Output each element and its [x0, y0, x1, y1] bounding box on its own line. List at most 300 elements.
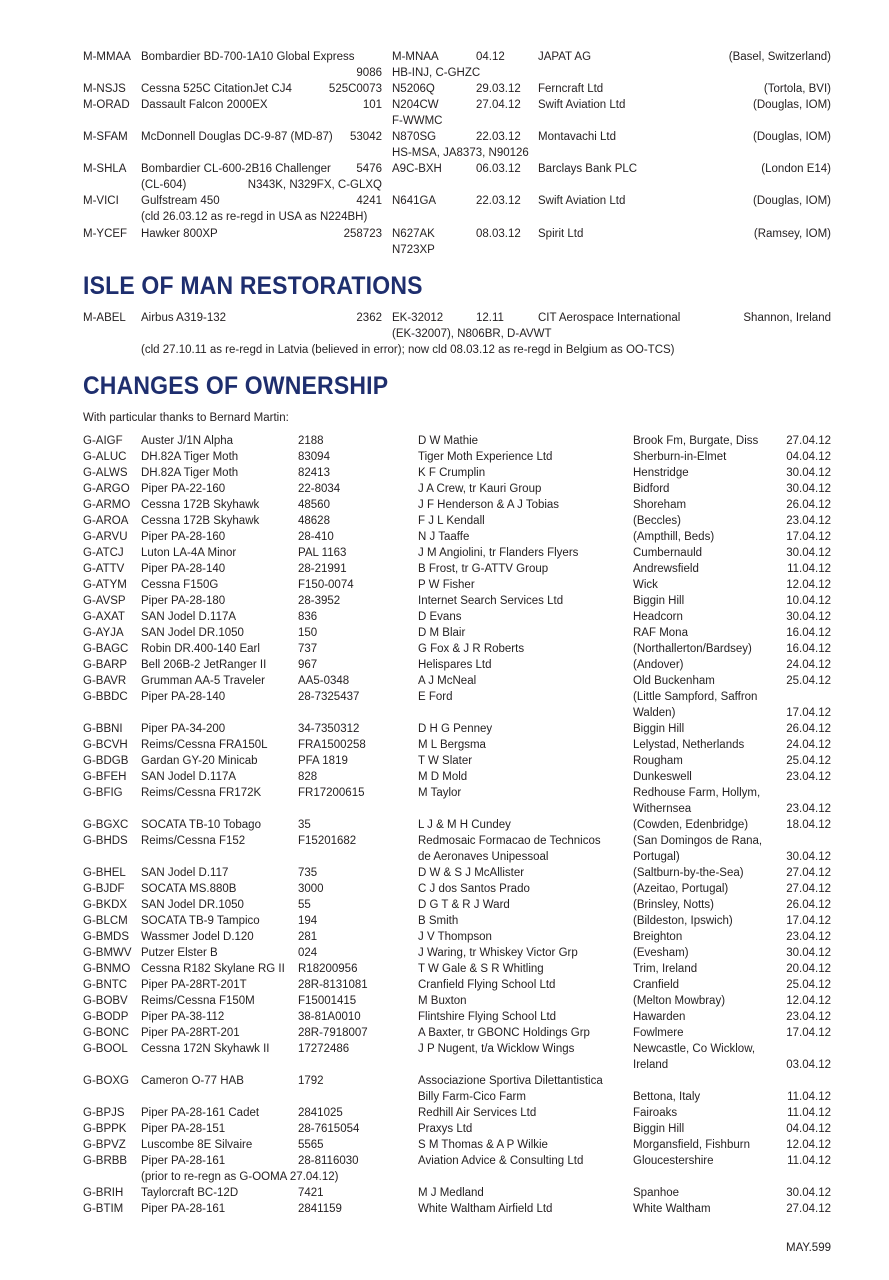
reg-mark: G-BNMO	[83, 963, 131, 975]
previous-reg: N5206Q	[392, 83, 435, 95]
reg-mark: G-BMWV	[83, 947, 132, 959]
aircraft-type: Hawker 800XP	[141, 228, 218, 240]
msn: 28-3952	[298, 595, 341, 607]
msn: 828	[298, 771, 318, 783]
owner: D W & S J McAllister	[418, 867, 525, 879]
aircraft-type: Dassault Falcon 2000EX	[141, 99, 268, 111]
change-date: 30.04.12	[786, 1187, 831, 1199]
owner: M Taylor	[418, 787, 462, 799]
reg-mark: M-SHLA	[83, 163, 127, 175]
owner: Redhill Air Services Ltd	[418, 1107, 537, 1119]
restorations-heading: ISLE OF MAN RESTORATIONS	[83, 272, 423, 300]
reg-mark: G-BRIH	[83, 1187, 124, 1199]
reg-date: 12.11	[476, 312, 504, 324]
aircraft-type: Piper PA-22-160	[141, 483, 226, 495]
msn: 28R-7918007	[298, 1027, 368, 1039]
reg-mark: G-BHDS	[83, 835, 128, 847]
previous-reg-extra: N343K, N329FX, C-GLXQ	[247, 179, 382, 191]
reg-mark: M-SFAM	[83, 131, 128, 143]
msn: 525C0073	[328, 83, 382, 95]
change-date: 26.04.12	[786, 899, 831, 911]
location: Spanhoe	[633, 1187, 680, 1199]
owner: D H G Penney	[418, 723, 493, 735]
reg-mark: G-BGXC	[83, 819, 129, 831]
aircraft-type: DH.82A Tiger Moth	[141, 467, 239, 479]
previous-reg-extra: HS-MSA, JA8373, N90126	[392, 147, 529, 159]
location: Dunkeswell	[633, 771, 692, 783]
aircraft-type: Piper PA-28RT-201T	[141, 979, 247, 991]
msn: 737	[298, 643, 318, 655]
reg-mark: G-BOOL	[83, 1043, 128, 1055]
owner: P W Fisher	[418, 579, 475, 591]
reg-mark: G-BMDS	[83, 931, 129, 943]
change-date: 20.04.12	[786, 963, 831, 975]
reg-mark: G-ALUC	[83, 451, 127, 463]
location: Rougham	[633, 755, 683, 767]
location: (London E14)	[761, 163, 831, 175]
change-date: 12.04.12	[786, 995, 831, 1007]
aircraft-type: Piper PA-34-200	[141, 723, 226, 735]
location: Bidford	[633, 483, 670, 495]
aircraft-type: Gulfstream 450	[141, 195, 220, 207]
aircraft-type: Taylorcraft BC-12D	[141, 1187, 239, 1199]
msn: 281	[298, 931, 318, 943]
owner: T W Gale & S R Whitling	[418, 963, 544, 975]
aircraft-type: Putzer Elster B	[141, 947, 218, 959]
change-date: 23.04.12	[786, 515, 831, 527]
aircraft-type: SAN Jodel D.117A	[141, 771, 237, 783]
msn: 5476	[356, 163, 382, 175]
reg-mark: M-ORAD	[83, 99, 130, 111]
msn: FRA1500258	[298, 739, 366, 751]
reg-mark: G-BPJS	[83, 1107, 125, 1119]
change-date: 27.04.12	[786, 867, 831, 879]
msn: 4241	[356, 195, 382, 207]
msn: 2188	[298, 435, 324, 447]
aircraft-type: Piper PA-28-151	[141, 1123, 226, 1135]
location: Newcastle, Co Wicklow,	[633, 1043, 756, 1055]
reg-mark: G-BCVH	[83, 739, 128, 751]
reg-mark: G-BTIM	[83, 1203, 124, 1215]
msn: 53042	[350, 131, 382, 143]
aircraft-type: Luscombe 8E Silvaire	[141, 1139, 253, 1151]
aircraft-type: Piper PA-28-161 Cadet	[141, 1107, 260, 1119]
msn: 55	[298, 899, 311, 911]
aircraft-type: Airbus A319-132	[141, 312, 227, 324]
msn: 38-81A0010	[298, 1011, 361, 1023]
aircraft-type: Reims/Cessna FR172K	[141, 787, 262, 799]
aircraft-type: Cessna F150G	[141, 579, 219, 591]
owner: J V Thompson	[418, 931, 492, 943]
aircraft-type: Reims/Cessna FRA150L	[141, 739, 268, 751]
location: Redhouse Farm, Hollym,	[633, 787, 761, 799]
change-date: 25.04.12	[786, 979, 831, 991]
change-date: 17.04.12	[786, 531, 831, 543]
change-date: 11.04.12	[787, 1107, 831, 1119]
reg-mark: G-BHEL	[83, 867, 126, 879]
reg-mark: G-ATCJ	[83, 547, 124, 559]
reg-mark: G-BPVZ	[83, 1139, 126, 1151]
msn: 024	[298, 947, 318, 959]
changes-heading: CHANGES OF OWNERSHIP	[83, 372, 389, 400]
location: Lelystad, Netherlands	[633, 739, 745, 751]
location: (Tortola, BVI)	[763, 83, 831, 95]
owner: J P Nugent, t/a Wicklow Wings	[418, 1043, 575, 1055]
msn: 258723	[343, 228, 382, 240]
msn: 2362	[356, 312, 382, 324]
aircraft-type: Auster J/1N Alpha	[141, 435, 234, 447]
change-date: 23.04.12	[786, 931, 831, 943]
aircraft-type: SOCATA TB-10 Tobago	[141, 819, 261, 831]
reg-mark: G-BRBB	[83, 1155, 128, 1167]
msn: F15201682	[298, 835, 357, 847]
owner: S M Thomas & A P Wilkie	[418, 1139, 548, 1151]
location: Cranfield	[633, 979, 680, 991]
aircraft-type: Piper PA-28-140	[141, 563, 226, 575]
location: Hawarden	[633, 1011, 686, 1023]
reg-mark: G-ARGO	[83, 483, 130, 495]
previous-reg: EK-32012	[392, 312, 444, 324]
reg-mark: G-BARP	[83, 659, 128, 671]
reg-mark: M-NSJS	[83, 83, 126, 95]
previous-reg: N870SG	[392, 131, 437, 143]
location: Trim, Ireland	[633, 963, 698, 975]
location: Old Buckenham	[633, 675, 715, 687]
reg-date: 27.04.12	[476, 99, 521, 111]
location: (Brinsley, Notts)	[633, 899, 714, 911]
reg-mark: G-ATTV	[83, 563, 125, 575]
msn: 101	[362, 99, 382, 111]
aircraft-type: Wassmer Jodel D.120	[141, 931, 254, 943]
owner: Redmosaic Formacao de Technicos	[418, 835, 601, 847]
previous-reg: M-MNAA	[392, 51, 439, 63]
aircraft-type: SAN Jodel DR.1050	[141, 899, 244, 911]
aircraft-type: Piper PA-28-140	[141, 691, 226, 703]
owner: J Waring, tr Whiskey Victor Grp	[418, 947, 578, 959]
change-date: 23.04.12	[786, 1011, 831, 1023]
reg-mark: G-BNTC	[83, 979, 128, 991]
owner: M D Mold	[418, 771, 468, 783]
reg-mark: G-BONC	[83, 1027, 129, 1039]
reg-mark: G-AVSP	[83, 595, 126, 607]
location: (Melton Mowbray)	[633, 995, 726, 1007]
aircraft-type: Grumman AA-5 Traveler	[141, 675, 265, 687]
change-date: 25.04.12	[786, 675, 831, 687]
reg-date: 06.03.12	[476, 163, 521, 175]
owner: N J Taaffe	[418, 531, 470, 543]
location: (Little Sampford, Saffron	[633, 691, 758, 703]
location: (Evesham)	[633, 947, 689, 959]
change-date: 27.04.12	[786, 883, 831, 895]
aircraft-type: Bombardier CL-600-2B16 Challenger	[141, 163, 331, 175]
msn: 22-8034	[298, 483, 341, 495]
owner: J F Henderson & A J Tobias	[418, 499, 560, 511]
msn: 194	[298, 915, 318, 927]
reg-date: 08.03.12	[476, 228, 521, 240]
aircraft-type: SAN Jodel D.117	[141, 867, 229, 879]
reg-mark: G-BOBV	[83, 995, 128, 1007]
change-date: 11.04.12	[787, 1091, 831, 1103]
location-line-2: Walden)	[633, 707, 676, 719]
msn: 1792	[298, 1075, 324, 1087]
change-date: 12.04.12	[786, 579, 831, 591]
reg-mark: G-BPPK	[83, 1123, 127, 1135]
msn: 2841159	[298, 1203, 342, 1215]
owner: Barclays Bank PLC	[538, 163, 638, 175]
location: (Bildeston, Ipswich)	[633, 915, 733, 927]
location: (Douglas, IOM)	[753, 131, 831, 143]
aircraft-type: Robin DR.400-140 Earl	[141, 643, 260, 655]
reg-mark: G-ALWS	[83, 467, 128, 479]
previous-reg: N204CW	[392, 99, 439, 111]
msn: 34-7350312	[298, 723, 360, 735]
msn: 48560	[298, 499, 330, 511]
previous-reg-extra: HB-INJ, C-GHZC	[392, 67, 481, 79]
owner: K F Crumplin	[418, 467, 486, 479]
aircraft-type: DH.82A Tiger Moth	[141, 451, 239, 463]
owner: D G T & R J Ward	[418, 899, 510, 911]
owner: J M Angiolini, tr Flanders Flyers	[418, 547, 579, 559]
owner: E Ford	[418, 691, 453, 703]
aircraft-type: Cessna 172B Skyhawk	[141, 499, 260, 511]
aircraft-type: Cessna 172N Skyhawk II	[141, 1043, 270, 1055]
aircraft-type: Piper PA-28-160	[141, 531, 226, 543]
change-date: 17.04.12	[786, 707, 831, 719]
change-date: 03.04.12	[786, 1059, 831, 1071]
reg-mark: M-VICI	[83, 195, 119, 207]
reg-mark: G-AXAT	[83, 611, 125, 623]
location: (Ampthill, Beds)	[633, 531, 715, 543]
msn: 82413	[298, 467, 330, 479]
change-date: 16.04.12	[786, 627, 831, 639]
msn: 9086	[356, 67, 382, 79]
location: (San Domingos de Rana,	[633, 835, 763, 847]
previous-reg-extra: N723XP	[392, 244, 435, 256]
location: Wick	[633, 579, 658, 591]
aircraft-type: Piper PA-28-180	[141, 595, 226, 607]
change-date: 16.04.12	[786, 643, 831, 655]
change-date: 26.04.12	[786, 723, 831, 735]
msn: 28-8116030	[298, 1155, 359, 1167]
owner: White Waltham Airfield Ltd	[418, 1203, 553, 1215]
owner: M Buxton	[418, 995, 467, 1007]
owner: M L Bergsma	[418, 739, 486, 751]
location-line-2: Portugal)	[633, 851, 680, 863]
aircraft-type: Bell 206B-2 JetRanger II	[141, 659, 267, 671]
change-date: 25.04.12	[786, 755, 831, 767]
location: Fairoaks	[633, 1107, 678, 1119]
change-date: 11.04.12	[787, 1155, 831, 1167]
msn: 7421	[298, 1187, 324, 1199]
location: (Andover)	[633, 659, 684, 671]
location: Biggin Hill	[633, 595, 685, 607]
aircraft-type: Reims/Cessna F150M	[141, 995, 255, 1007]
change-date: 30.04.12	[786, 947, 831, 959]
msn: F15001415	[298, 995, 357, 1007]
owner: F J L Kendall	[418, 515, 485, 527]
owner-line-2: de Aeronaves Unipessoal	[418, 851, 549, 863]
location: Shoreham	[633, 499, 687, 511]
msn: PAL 1163	[298, 547, 347, 559]
change-date: 30.04.12	[786, 611, 831, 623]
previous-reg-extra: F-WWMC	[392, 115, 443, 127]
owner: Swift Aviation Ltd	[538, 99, 626, 111]
change-date: 24.04.12	[786, 739, 831, 751]
reg-mark: G-AYJA	[83, 627, 124, 639]
reg-mark: G-ARVU	[83, 531, 128, 543]
aircraft-type: Reims/Cessna F152	[141, 835, 246, 847]
change-date: 30.04.12	[786, 547, 831, 559]
location: (Saltburn-by-the-Sea)	[633, 867, 744, 879]
location: Breighton	[633, 931, 683, 943]
owner: Montavachi Ltd	[538, 131, 616, 143]
previous-reg: N641GA	[392, 195, 437, 207]
msn: 28-410	[298, 531, 334, 543]
reg-mark: M-YCEF	[83, 228, 128, 240]
owner: Aviation Advice & Consulting Ltd	[418, 1155, 584, 1167]
reg-mark: M-MMAA	[83, 51, 131, 63]
aircraft-type: Luton LA-4A Minor	[141, 547, 237, 559]
location: Sherburn-in-Elmet	[633, 451, 727, 463]
change-date: 12.04.12	[786, 1139, 831, 1151]
reg-mark: G-AIGF	[83, 435, 123, 447]
msn: PFA 1819	[298, 755, 348, 767]
previous-reg-extra: (EK-32007), N806BR, D-AVWT	[392, 328, 552, 340]
change-date: 10.04.12	[786, 595, 831, 607]
msn: R18200956	[298, 963, 358, 975]
reg-mark: G-BFEH	[83, 771, 127, 783]
owner: Internet Search Services Ltd	[418, 595, 564, 607]
location: Shannon, Ireland	[743, 312, 831, 324]
change-date: 11.04.12	[787, 563, 831, 575]
owner-line-2: Billy Farm-Cico Farm	[418, 1091, 526, 1103]
reg-mark: G-BKDX	[83, 899, 128, 911]
owner: G Fox & J R Roberts	[418, 643, 525, 655]
change-date: 30.04.12	[786, 851, 831, 863]
reg-mark: G-BODP	[83, 1011, 129, 1023]
owner: A J McNeal	[418, 675, 477, 687]
location: Morgansfield, Fishburn	[633, 1139, 750, 1151]
owner: Tiger Moth Experience Ltd	[418, 451, 553, 463]
msn: 150	[298, 627, 318, 639]
location: (Northallerton/Bardsey)	[633, 643, 752, 655]
owner: Helispares Ltd	[418, 659, 492, 671]
msn: 35	[298, 819, 311, 831]
aircraft-type: Cessna 172B Skyhawk	[141, 515, 260, 527]
location: Andrewsfield	[633, 563, 699, 575]
reg-mark: G-BOXG	[83, 1075, 130, 1087]
location-line-2: Ireland	[633, 1059, 669, 1071]
aircraft-type: Piper PA-28-161	[141, 1155, 226, 1167]
page-footer: MAY.599	[786, 1242, 831, 1254]
aircraft-type: SAN Jodel D.117A	[141, 611, 237, 623]
reg-mark: G-BDGB	[83, 755, 129, 767]
aircraft-type: Cessna 525C CitationJet CJ4	[141, 83, 292, 95]
location: Cumbernauld	[633, 547, 703, 559]
owner: Swift Aviation Ltd	[538, 195, 626, 207]
location: Brook Fm, Burgate, Diss	[633, 435, 759, 447]
restoration-note: (cld 27.10.11 as re-regd in Latvia (believed in error); now cld 08.03.12 as re-regd in Belgium as OO-TCS)	[141, 344, 675, 356]
owner: J A Crew, tr Kauri Group	[418, 483, 542, 495]
change-date: 30.04.12	[786, 467, 831, 479]
reg-mark: G-BJDF	[83, 883, 125, 895]
change-date: 24.04.12	[786, 659, 831, 671]
aircraft-type: Piper PA-28RT-201	[141, 1027, 240, 1039]
reg-date: 29.03.12	[476, 83, 521, 95]
aircraft-type: Cameron O-77 HAB	[141, 1075, 244, 1087]
owner: CIT Aerospace International	[538, 312, 681, 324]
owner: B Smith	[418, 915, 459, 927]
msn: AA5-0348	[298, 675, 350, 687]
location: (Cowden, Edenbridge)	[633, 819, 749, 831]
msn: 28R-8131081	[298, 979, 368, 991]
aircraft-type: Piper PA-38-112	[141, 1011, 225, 1023]
location: Bettona, Italy	[633, 1091, 701, 1103]
reg-mark: G-ARMO	[83, 499, 131, 511]
aircraft-type: Piper PA-28-161	[141, 1203, 226, 1215]
msn: 967	[298, 659, 318, 671]
location-line-2: Withernsea	[633, 803, 692, 815]
location: Biggin Hill	[633, 1123, 685, 1135]
change-date: 30.04.12	[786, 483, 831, 495]
change-date: 26.04.12	[786, 499, 831, 511]
owner: C J dos Santos Prado	[418, 883, 530, 895]
owner: Ferncraft Ltd	[538, 83, 604, 95]
msn: 735	[298, 867, 318, 879]
reg-mark: G-BAVR	[83, 675, 127, 687]
change-date: 17.04.12	[786, 1027, 831, 1039]
previous-reg: N627AK	[392, 228, 435, 240]
change-date: 27.04.12	[786, 435, 831, 447]
reg-mark: G-BFIG	[83, 787, 123, 799]
owner: A Baxter, tr GBONC Holdings Grp	[418, 1027, 590, 1039]
reg-mark: G-ATYM	[83, 579, 127, 591]
change-date: 18.04.12	[786, 819, 831, 831]
aircraft-type: Cessna R182 Skylane RG II	[141, 963, 285, 975]
msn: 3000	[298, 883, 324, 895]
change-date: 23.04.12	[786, 771, 831, 783]
location: Gloucestershire	[633, 1155, 714, 1167]
reg-mark: G-BAGC	[83, 643, 129, 655]
owner: Associazione Sportiva Dilettantistica	[418, 1075, 603, 1087]
location: RAF Mona	[633, 627, 688, 639]
msn: 48628	[298, 515, 330, 527]
location: Henstridge	[633, 467, 689, 479]
aircraft-type: SOCATA TB-9 Tampico	[141, 915, 260, 927]
location: Biggin Hill	[633, 723, 685, 735]
msn: 28-21991	[298, 563, 347, 575]
owner: Spirit Ltd	[538, 228, 584, 240]
aircraft-type: SOCATA MS.880B	[141, 883, 237, 895]
msn: 5565	[298, 1139, 324, 1151]
location: (Beccles)	[633, 515, 681, 527]
aircraft-type: Bombardier BD-700-1A10 Global Express	[141, 51, 355, 63]
reg-mark: G-BBDC	[83, 691, 128, 703]
owner: D M Blair	[418, 627, 466, 639]
msn: 28-7615054	[298, 1123, 360, 1135]
location: (Douglas, IOM)	[753, 99, 831, 111]
location: (Douglas, IOM)	[753, 195, 831, 207]
owner: T W Slater	[418, 755, 473, 767]
previous-reg: A9C-BXH	[392, 163, 442, 175]
owner: Cranfield Flying School Ltd	[418, 979, 556, 991]
aircraft-type: SAN Jodel DR.1050	[141, 627, 244, 639]
change-date: 27.04.12	[786, 1203, 831, 1215]
msn: FR17200615	[298, 787, 365, 799]
msn: 2841025	[298, 1107, 343, 1119]
reg-mark: G-BBNI	[83, 723, 123, 735]
change-date: 04.04.12	[786, 451, 831, 463]
